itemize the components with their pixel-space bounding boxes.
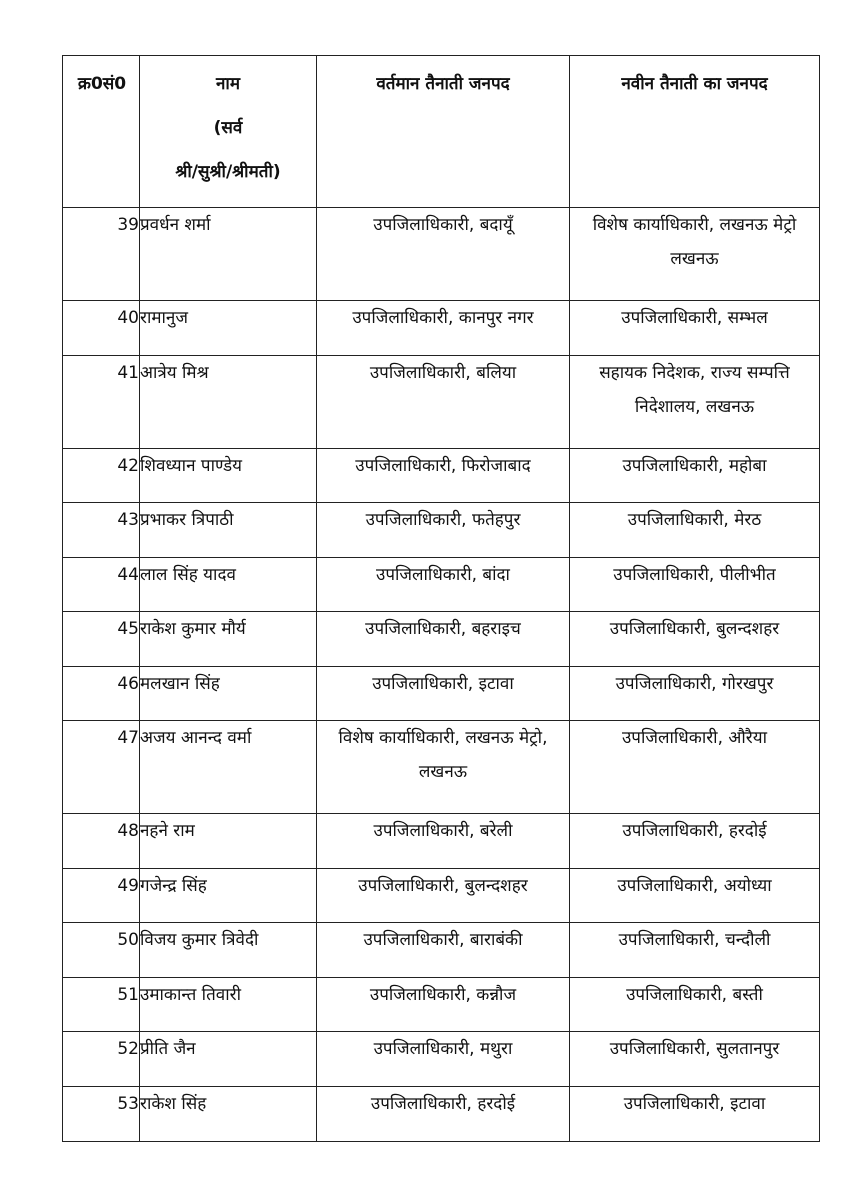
current-posting-cell	[317, 1032, 570, 1087]
new-posting-cell	[570, 503, 820, 558]
current-posting-cell-text: उपजिलाधिकारी, बरेली	[373, 821, 513, 841]
new-posting-cell-text: उपजिलाधिकारी, महोबा	[622, 456, 767, 476]
current-posting-cell	[317, 978, 570, 1032]
serial-cell	[63, 558, 140, 612]
serial-cell-text: 53	[117, 1094, 139, 1114]
new-posting-cell-text: उपजिलाधिकारी, औरैया	[621, 728, 767, 748]
current-posting-cell	[317, 301, 570, 356]
current-posting-cell	[317, 503, 570, 558]
table-row	[63, 721, 820, 814]
current-posting-cell-text: उपजिलाधिकारी, बुलन्दशहर	[358, 876, 528, 896]
name-cell-text: आत्रेय मिश्र	[140, 363, 209, 383]
current-posting-cell-text: उपजिलाधिकारी, कानपुर नगर	[352, 308, 534, 328]
serial-cell-text: 50	[117, 930, 139, 950]
new-posting-cell	[570, 208, 820, 301]
current-posting-cell	[317, 721, 570, 814]
table-row	[63, 356, 820, 449]
current-posting-cell-text: विशेष कार्याधिकारी, लखनऊ मेट्रो, लखनऊ	[338, 728, 548, 782]
new-posting-cell-text: उपजिलाधिकारी, हरदोई	[622, 821, 767, 841]
new-posting-cell	[570, 1087, 820, 1142]
serial-cell-text: 44	[117, 565, 139, 585]
new-posting-cell-text: सहायक निदेशक, राज्य सम्पत्ति निदेशालय, लखनऊ	[599, 363, 790, 417]
name-cell	[140, 721, 317, 814]
table-row	[63, 923, 820, 978]
header-name-label: नाम	[215, 74, 240, 94]
new-posting-cell	[570, 978, 820, 1032]
header-current-posting	[317, 56, 570, 208]
table-header-row	[63, 56, 820, 208]
name-cell	[140, 301, 317, 356]
serial-cell	[63, 356, 140, 449]
name-cell	[140, 978, 317, 1032]
current-posting-cell-text: उपजिलाधिकारी, मथुरा	[373, 1039, 513, 1059]
table-row	[63, 558, 820, 612]
name-cell	[140, 667, 317, 721]
name-cell-text: उमाकान्त तिवारी	[140, 985, 241, 1005]
header-serial	[63, 56, 140, 208]
table-row	[63, 503, 820, 558]
new-posting-cell	[570, 814, 820, 869]
name-cell-text: अजय आनन्द वर्मा	[140, 728, 252, 748]
name-cell	[140, 356, 317, 449]
new-posting-cell	[570, 558, 820, 612]
table-row	[63, 449, 820, 503]
serial-cell	[63, 869, 140, 923]
serial-cell-text: 39	[117, 215, 139, 235]
header-name-sub-2: श्री/सुश्री/श्रीमती)	[175, 162, 281, 182]
serial-cell	[63, 978, 140, 1032]
current-posting-cell	[317, 869, 570, 923]
serial-cell	[63, 1087, 140, 1142]
serial-cell-text: 48	[117, 821, 139, 841]
serial-cell	[63, 612, 140, 667]
new-posting-cell	[570, 721, 820, 814]
serial-cell-text: 42	[117, 456, 139, 476]
new-posting-cell-text: उपजिलाधिकारी, बुलन्दशहर	[609, 619, 780, 639]
name-cell-text: मलखान सिंह	[140, 674, 220, 694]
new-posting-cell	[570, 1032, 820, 1087]
header-new-posting	[570, 56, 820, 208]
current-posting-cell-text: उपजिलाधिकारी, बलिया	[369, 363, 517, 383]
new-posting-cell	[570, 923, 820, 978]
name-cell	[140, 923, 317, 978]
name-cell-text: राकेश सिंह	[140, 1094, 207, 1114]
new-posting-cell-text: उपजिलाधिकारी, मेरठ	[627, 510, 762, 530]
new-posting-cell-text: उपजिलाधिकारी, अयोध्या	[617, 876, 772, 896]
current-posting-cell	[317, 449, 570, 503]
current-posting-cell	[317, 208, 570, 301]
name-cell	[140, 208, 317, 301]
serial-cell-text: 40	[117, 308, 139, 328]
serial-cell-text: 41	[117, 363, 139, 383]
new-posting-cell	[570, 301, 820, 356]
current-posting-cell-text: उपजिलाधिकारी, कन्नौज	[369, 985, 517, 1005]
new-posting-cell-text: उपजिलाधिकारी, पीलीभीत	[613, 565, 776, 585]
name-cell	[140, 612, 317, 667]
table-row	[63, 301, 820, 356]
serial-cell-text: 47	[117, 728, 139, 748]
header-name-block	[140, 56, 316, 194]
name-cell	[140, 1032, 317, 1087]
current-posting-cell	[317, 667, 570, 721]
name-cell-text: लाल सिंह यादव	[140, 565, 236, 585]
name-cell	[140, 814, 317, 869]
current-posting-cell-text: उपजिलाधिकारी, हरदोई	[370, 1094, 516, 1114]
new-posting-cell-text: उपजिलाधिकारी, बस्ती	[626, 985, 763, 1005]
new-posting-cell-text: उपजिलाधिकारी, इटावा	[623, 1094, 766, 1114]
table-row	[63, 814, 820, 869]
serial-cell	[63, 208, 140, 301]
name-cell-text: प्रभाकर त्रिपाठी	[140, 510, 234, 530]
new-posting-cell	[570, 356, 820, 449]
transfer-table	[62, 55, 820, 1142]
name-cell-text: गजेन्द्र सिंह	[140, 876, 207, 896]
new-posting-cell	[570, 667, 820, 721]
current-posting-cell-text: उपजिलाधिकारी, बदायूँ	[373, 215, 513, 235]
header-new-posting-label: नवीन तैनाती का जनपद	[621, 74, 768, 94]
name-cell-text: प्रवर्धन शर्मा	[140, 215, 211, 235]
serial-cell-text: 49	[117, 876, 139, 896]
new-posting-cell-text: उपजिलाधिकारी, सुलतानपुर	[609, 1039, 780, 1059]
name-cell-text: रामानुज	[140, 308, 188, 328]
new-posting-cell-text: उपजिलाधिकारी, गोरखपुर	[615, 674, 774, 694]
name-cell	[140, 1087, 317, 1142]
new-posting-cell-text: उपजिलाधिकारी, चन्दौली	[618, 930, 771, 950]
header-name	[140, 56, 317, 208]
name-cell-text: नहने राम	[140, 821, 195, 841]
name-cell-text: शिवध्यान पाण्डेय	[140, 456, 242, 476]
new-posting-cell	[570, 449, 820, 503]
serial-cell	[63, 301, 140, 356]
table-row	[63, 1087, 820, 1142]
serial-cell-text: 43	[117, 510, 139, 530]
current-posting-cell-text: उपजिलाधिकारी, बहराइच	[365, 619, 521, 639]
serial-cell	[63, 449, 140, 503]
serial-cell	[63, 1032, 140, 1087]
table-row	[63, 869, 820, 923]
table-body	[63, 208, 820, 1142]
name-cell	[140, 449, 317, 503]
name-cell	[140, 869, 317, 923]
name-cell-text: राकेश कुमार मौर्य	[140, 619, 246, 639]
current-posting-cell	[317, 612, 570, 667]
serial-cell-text: 51	[117, 985, 139, 1005]
serial-cell	[63, 503, 140, 558]
table-row	[63, 978, 820, 1032]
table-row	[63, 667, 820, 721]
table-row	[63, 208, 820, 301]
new-posting-cell-text: उपजिलाधिकारी, सम्भल	[621, 308, 768, 328]
header-current-posting-label: वर्तमान तैनाती जनपद	[376, 74, 510, 94]
current-posting-cell	[317, 814, 570, 869]
header-serial-label: क्र0सं0	[77, 74, 127, 94]
serial-cell	[63, 923, 140, 978]
new-posting-cell	[570, 612, 820, 667]
current-posting-cell	[317, 923, 570, 978]
current-posting-cell-text: उपजिलाधिकारी, इटावा	[372, 674, 514, 694]
new-posting-cell	[570, 869, 820, 923]
current-posting-cell-text: उपजिलाधिकारी, फिरोजाबाद	[355, 456, 531, 476]
name-cell-text: प्रीति जैन	[140, 1039, 196, 1059]
current-posting-cell-text: उपजिलाधिकारी, बाराबंकी	[363, 930, 523, 950]
name-cell-text: विजय कुमार त्रिवेदी	[140, 930, 259, 950]
name-cell	[140, 503, 317, 558]
current-posting-cell	[317, 356, 570, 449]
serial-cell	[63, 721, 140, 814]
serial-cell	[63, 814, 140, 869]
serial-cell-text: 52	[117, 1039, 139, 1059]
current-posting-cell-text: उपजिलाधिकारी, फतेहपुर	[365, 510, 521, 530]
table-row	[63, 1032, 820, 1087]
new-posting-cell-text: विशेष कार्याधिकारी, लखनऊ मेट्रो लखनऊ	[592, 215, 797, 269]
current-posting-cell	[317, 558, 570, 612]
current-posting-cell-text: उपजिलाधिकारी, बांदा	[376, 565, 510, 585]
table-row	[63, 612, 820, 667]
serial-cell-text: 45	[117, 619, 139, 639]
header-name-sub-1: (सर्व	[213, 118, 243, 138]
serial-cell-text: 46	[117, 674, 139, 694]
current-posting-cell	[317, 1087, 570, 1142]
serial-cell	[63, 667, 140, 721]
name-cell	[140, 558, 317, 612]
